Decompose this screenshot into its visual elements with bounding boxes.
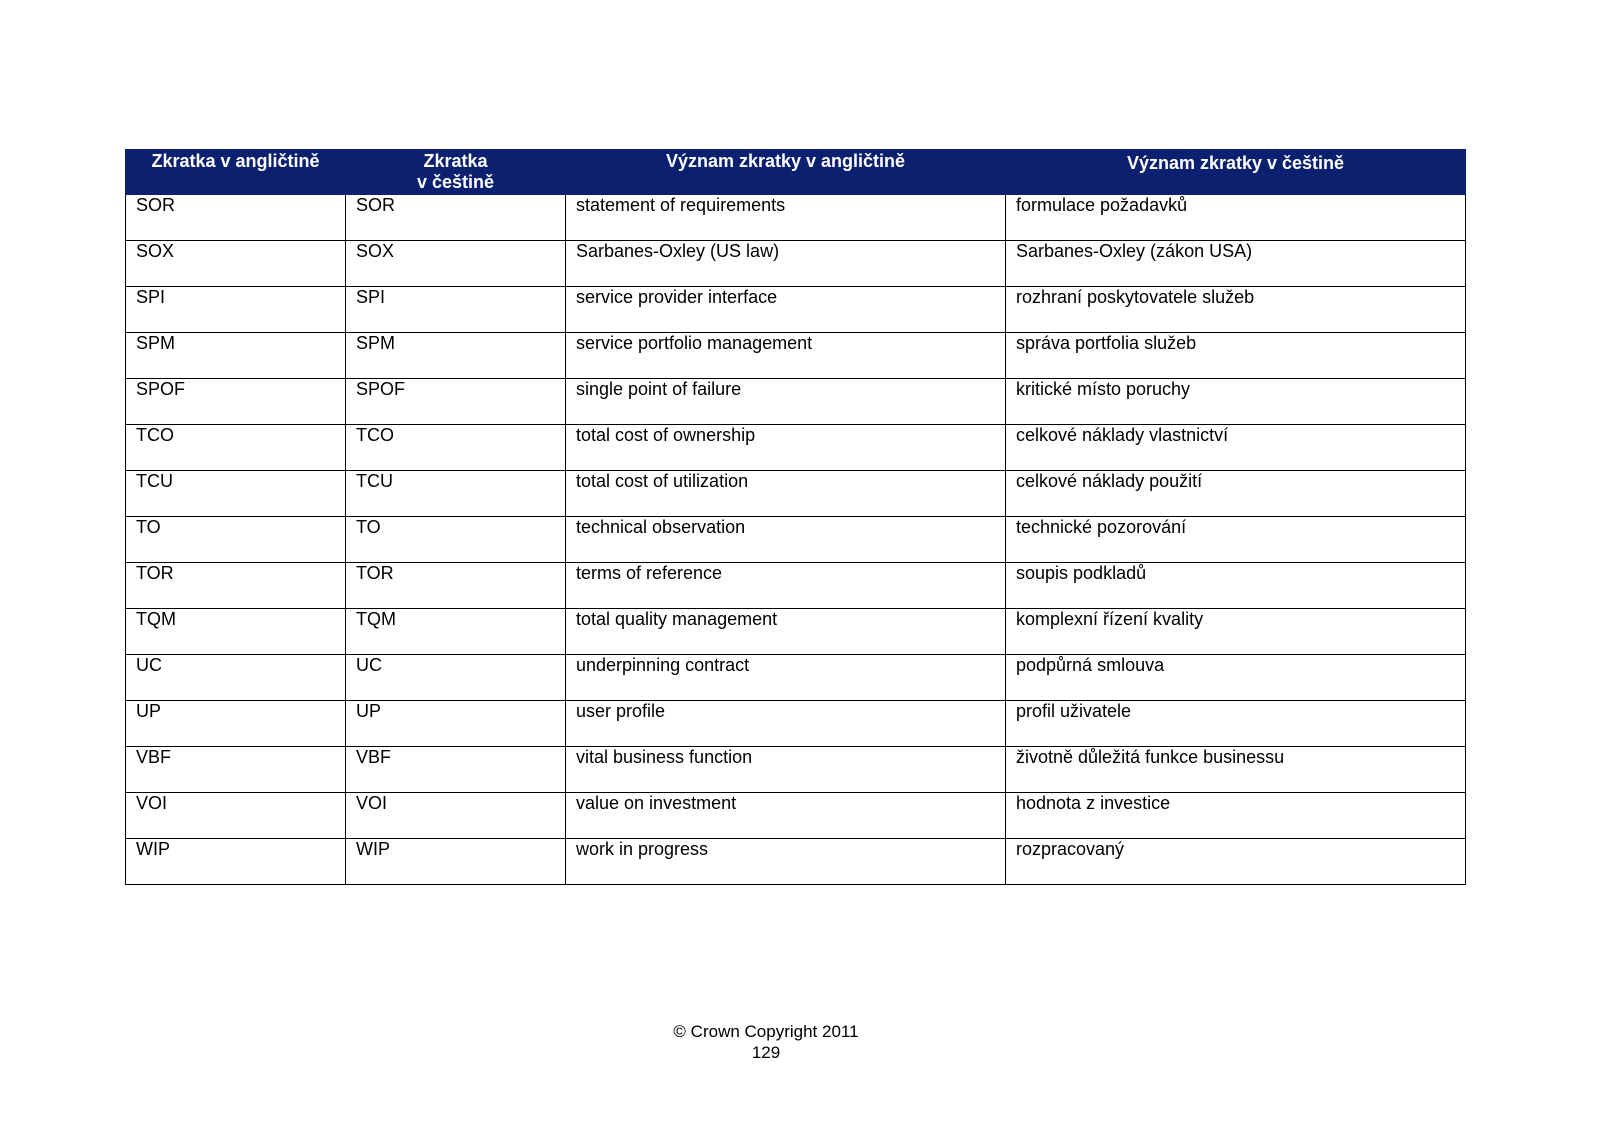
- cell-abbr-en: SPI: [126, 287, 346, 333]
- cell-abbr-cz: TOR: [346, 563, 566, 609]
- cell-abbr-en: TOR: [126, 563, 346, 609]
- cell-abbr-cz: UP: [346, 701, 566, 747]
- table-row: [126, 747, 1466, 793]
- cell-meaning-cz: komplexní řízení kvality: [1006, 609, 1466, 655]
- cell-abbr-en: TCU: [126, 471, 346, 517]
- cell-meaning-cz: formulace požadavků: [1006, 195, 1466, 241]
- cell-meaning-en: value on investment: [566, 793, 1006, 839]
- cell-meaning-en: work in progress: [566, 839, 1006, 885]
- table-row: [126, 333, 1466, 379]
- cell-abbr-cz: SPI: [346, 287, 566, 333]
- cell-abbr-en: TCO: [126, 425, 346, 471]
- cell-meaning-en: technical observation: [566, 517, 1006, 563]
- table-row: [126, 287, 1466, 333]
- cell-meaning-cz: Sarbanes-Oxley (zákon USA): [1006, 241, 1466, 287]
- cell-meaning-cz: profil uživatele: [1006, 701, 1466, 747]
- cell-meaning-cz: celkové náklady vlastnictví: [1006, 425, 1466, 471]
- cell-abbr-cz: UC: [346, 655, 566, 701]
- cell-meaning-cz: správa portfolia služeb: [1006, 333, 1466, 379]
- cell-abbr-en: UP: [126, 701, 346, 747]
- cell-meaning-en: underpinning contract: [566, 655, 1006, 701]
- table-row: [126, 839, 1466, 885]
- table-row: [126, 517, 1466, 563]
- cell-abbr-en: SOX: [126, 241, 346, 287]
- header-meaning-en: Význam zkratky v angličtině: [566, 150, 1006, 195]
- cell-meaning-cz: kritické místo poruchy: [1006, 379, 1466, 425]
- table-row: [126, 655, 1466, 701]
- header-meaning-cz: Význam zkratky v češtině: [1006, 150, 1466, 195]
- copyright-notice: © Crown Copyright 2011: [673, 1022, 859, 1041]
- cell-abbr-cz: WIP: [346, 839, 566, 885]
- cell-abbr-cz: TCU: [346, 471, 566, 517]
- cell-abbr-cz: SPOF: [346, 379, 566, 425]
- table-row: [126, 195, 1466, 241]
- table-row: [126, 563, 1466, 609]
- cell-abbr-en: UC: [126, 655, 346, 701]
- cell-abbr-cz: TO: [346, 517, 566, 563]
- cell-abbr-en: VBF: [126, 747, 346, 793]
- cell-meaning-cz: životně důležitá funkce businessu: [1006, 747, 1466, 793]
- cell-abbr-en: SPM: [126, 333, 346, 379]
- page-number: 129: [751, 1043, 781, 1062]
- table-row: [126, 379, 1466, 425]
- cell-abbr-cz: TQM: [346, 609, 566, 655]
- cell-meaning-cz: soupis podkladů: [1006, 563, 1466, 609]
- table-row: [126, 425, 1466, 471]
- cell-abbr-en: TQM: [126, 609, 346, 655]
- cell-abbr-en: SOR: [126, 195, 346, 241]
- header-abbr-cz: Zkratka v češtině: [346, 150, 566, 195]
- cell-abbr-en: VOI: [126, 793, 346, 839]
- cell-meaning-en: vital business function: [566, 747, 1006, 793]
- header-abbr-en: Zkratka v angličtině: [126, 150, 346, 195]
- table-row: [126, 471, 1466, 517]
- table-row: [126, 609, 1466, 655]
- cell-abbr-cz: SOX: [346, 241, 566, 287]
- table-row: [126, 701, 1466, 747]
- table-row: [126, 793, 1466, 839]
- cell-meaning-en: Sarbanes-Oxley (US law): [566, 241, 1006, 287]
- cell-meaning-cz: technické pozorování: [1006, 517, 1466, 563]
- cell-abbr-cz: TCO: [346, 425, 566, 471]
- cell-abbr-en: TO: [126, 517, 346, 563]
- cell-meaning-en: single point of failure: [566, 379, 1006, 425]
- cell-abbr-cz: VOI: [346, 793, 566, 839]
- cell-meaning-en: terms of reference: [566, 563, 1006, 609]
- table-header-row: [126, 150, 1466, 195]
- cell-meaning-en: total quality management: [566, 609, 1006, 655]
- cell-abbr-cz: VBF: [346, 747, 566, 793]
- table-row: [126, 241, 1466, 287]
- table-body: [126, 195, 1466, 885]
- cell-abbr-en: WIP: [126, 839, 346, 885]
- cell-meaning-en: total cost of ownership: [566, 425, 1006, 471]
- cell-meaning-en: statement of requirements: [566, 195, 1006, 241]
- cell-abbr-cz: SPM: [346, 333, 566, 379]
- cell-abbr-cz: SOR: [346, 195, 566, 241]
- cell-meaning-en: service provider interface: [566, 287, 1006, 333]
- cell-meaning-en: service portfolio management: [566, 333, 1006, 379]
- abbreviations-table: [125, 149, 1466, 885]
- cell-meaning-cz: rozhraní poskytovatele služeb: [1006, 287, 1466, 333]
- cell-meaning-cz: rozpracovaný: [1006, 839, 1466, 885]
- cell-meaning-en: user profile: [566, 701, 1006, 747]
- cell-meaning-cz: podpůrná smlouva: [1006, 655, 1466, 701]
- cell-meaning-cz: celkové náklady použití: [1006, 471, 1466, 517]
- cell-meaning-en: total cost of utilization: [566, 471, 1006, 517]
- cell-meaning-cz: hodnota z investice: [1006, 793, 1466, 839]
- cell-abbr-en: SPOF: [126, 379, 346, 425]
